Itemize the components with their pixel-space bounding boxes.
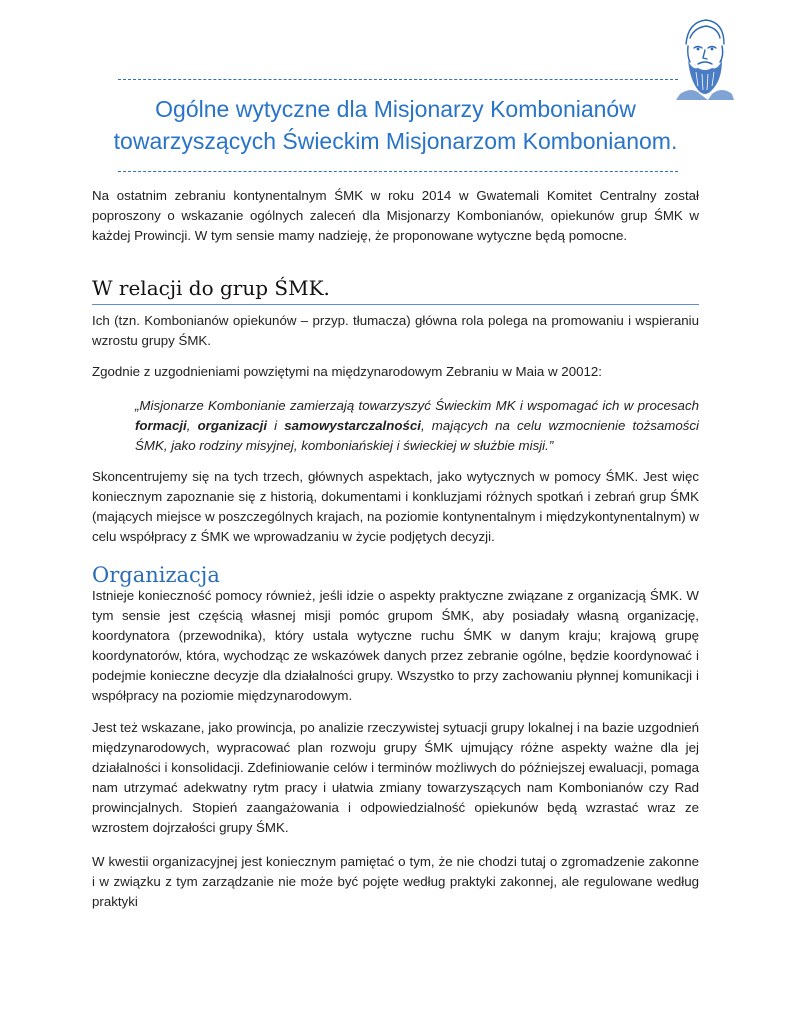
groups-paragraph-3: Skoncentrujemy się na tych trzech, głównych aspektach, jako wytycznych w pomocy ŚMK. Jest więc koniecznym zapoznanie się z historią, dokumentami i konkluzjami różnych spotkań i zebrań grup ŚMK (mających miejsce w poszczególnych krajach, na poziomie kontynentalnym i międzykontynentalnym) w celu współpracy z ŚMK we wprowadzaniu w życie podjętych decyzji. <box>92 469 699 544</box>
quote-text-2: , mających na celu wzmocnienie tożsamości ŚMK, jako rodziny misyjnej, komboniańskiej i świeckiej w służbie misji.” <box>135 418 700 453</box>
quote-text-1: „Misjonarze Kombonianie zamierzają towarzyszyć Świeckim MK i wspomagać ich w procesach <box>135 398 699 413</box>
organization-paragraph-2: Jest też wskazane, jako prowincja, po analizie rzeczywistej sytuacji grupy lokalnej i na bazie uzgodnień międzynarodowych, wypracować plan rozwoju grupy ŚMK ujmujący różne aspekty ważne dla jej działalności i konsolidacji. Zdefiniowanie celów i terminów możliwych do późniejszej ewaluacji, pomaga nam utrzymać adekwatny rytm pracy i ułatwia zmiany towarzyszących nam Kombonianów czy Rad prowincjalnych. Stopień zaangażowania i odpowiedzialność opiekunów będą wzrastać wraz ze wzrostem dojrzałości grupy ŚMK. <box>92 720 699 835</box>
quote-bold-formation: formacji <box>135 418 187 433</box>
document-title-line-2: towarzyszących Świeckim Misjonarzom Kombonianom. <box>113 128 678 154</box>
organization-paragraph-1: Istnieje konieczność pomocy również, jeśli idzie o aspekty praktyczne związane z organizacją ŚMK. W tym sensie jest częścią własnej misji pomóc grupom ŚMK, aby posiadały własną organizację, koordynatora (przewodnika), który ustala wytyczne ruchu ŚMK w danym kraju; krajową grupę koordynatorów, która, wychodząc ze wskazówek danych przez zebranie ogólne, będzie koordynować i podejmie konieczne decyzje dla działalności grupy. Wszystko to przy zachowaniu płynnej komunikacji i współpracy na poziomie międzynarodowym. <box>92 588 699 703</box>
quote-sep-1: , <box>186 418 198 433</box>
groups-paragraph-1: Ich (tzn. Kombonianów opiekunów – przyp. tłumacza) główna rola polega na promowaniu i wspieraniu wzrostu grupy ŚMK. <box>92 313 699 348</box>
top-dashed-rule <box>118 79 678 80</box>
intro-paragraph: Na ostatnim zebraniu kontynentalnym ŚMK w roku 2014 w Gwatemali Komitet Centralny został poproszony o wskazanie ogólnych zaleceń dla Misjonarzy Kombonianów, opiekunów grup ŚMK w każdej Prowincji. W tym sensie mamy nadzieję, że proponowane wytyczne będą pomocne. <box>92 188 699 243</box>
groups-paragraph-2: Zgodnie z uzgodnieniami powziętymi na międzynarodowym Zebraniu w Maia w 20012: <box>92 364 602 379</box>
quote-bold-self-sufficiency: samowystarczalności <box>284 418 421 433</box>
quote-sep-2: i <box>267 418 285 433</box>
document-title-line-1: Ogólne wytyczne dla Misjonarzy Kombonianów <box>155 96 636 122</box>
section-heading-organization: Organizacja <box>92 563 220 587</box>
quote-bold-organization: organizacji <box>197 418 268 433</box>
title-dashed-rule <box>118 171 678 172</box>
comboni-portrait-icon <box>672 14 736 100</box>
organization-paragraph-3: W kwestii organizacyjnej jest koniecznym pamiętać o tym, że nie chodzi tutaj o zgromadzenie zakonne i w związku z tym zarządzanie nie może być pojęte według praktyki zakonnej, ale regulowane według praktyki <box>92 854 699 909</box>
maia-quote <box>135 396 699 456</box>
section-heading-groups: W relacji do grup ŚMK. <box>92 276 699 305</box>
